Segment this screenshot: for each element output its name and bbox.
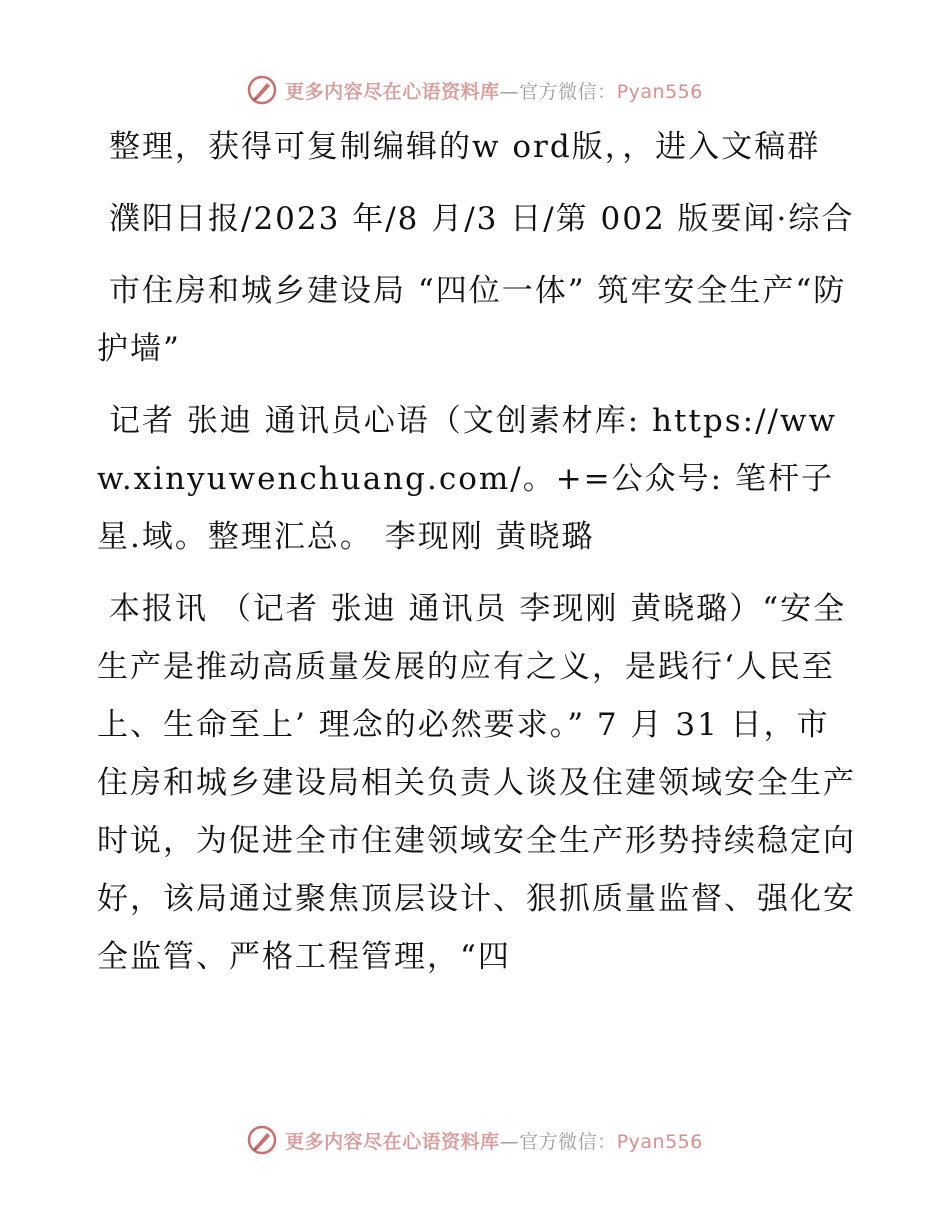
footer-watermark-text bbox=[285, 1127, 703, 1154]
watermark-main-text: 更多内容尽在心语资料库 bbox=[285, 80, 500, 103]
watermark-id: Pyan556 bbox=[616, 1130, 703, 1153]
header-watermark-text bbox=[285, 77, 703, 104]
quill-logo-icon bbox=[247, 75, 277, 105]
quill-logo-icon bbox=[247, 1125, 277, 1155]
watermark-label: 官方微信： bbox=[519, 1130, 617, 1153]
paragraph-headline: 市住房和城乡建设局 “四位一体” 筑牢安全生产“防护墙” bbox=[97, 273, 847, 367]
watermark-main-text: 更多内容尽在心语资料库 bbox=[285, 1130, 500, 1153]
watermark-label: 官方微信： bbox=[519, 80, 617, 103]
paragraph-body: 本报讯 （记者 张迪 通讯员 李现刚 黄晓璐）“安全生产是推动高质量发展的应有之义，是践行‘人民至上、生命至上’ 理念的必然要求。” 7 月 31 日，市住房和城乡建设局相关负责人谈及住建领域安全生产时说，为促进全市住建领域安全生产形势持续稳定向好，该局通过聚焦顶层设计、狠抓质量监督、强化安全监管、严格工程管理，“四 bbox=[97, 591, 856, 975]
watermark-id: Pyan556 bbox=[616, 80, 703, 103]
document-body bbox=[97, 118, 857, 1000]
footer-watermark bbox=[0, 1120, 950, 1160]
watermark-dash: — bbox=[499, 1130, 520, 1153]
header-watermark bbox=[0, 70, 950, 110]
watermark-dash: — bbox=[499, 80, 520, 103]
paragraph-intro: 整理，获得可复制编辑的w ord版，，进入文稿群 bbox=[109, 129, 821, 165]
paragraph-source: 濮阳日报/2023 年/8 月/3 日/第 002 版要闻·综合 bbox=[109, 201, 855, 237]
paragraph-byline: 记者 张迪 通讯员心语（文创素材库: https://www.xinyuwenchuang.com/。+=公众号: 笔杆子星.域。整理汇总。 李现刚 黄晓璐 bbox=[97, 403, 838, 555]
